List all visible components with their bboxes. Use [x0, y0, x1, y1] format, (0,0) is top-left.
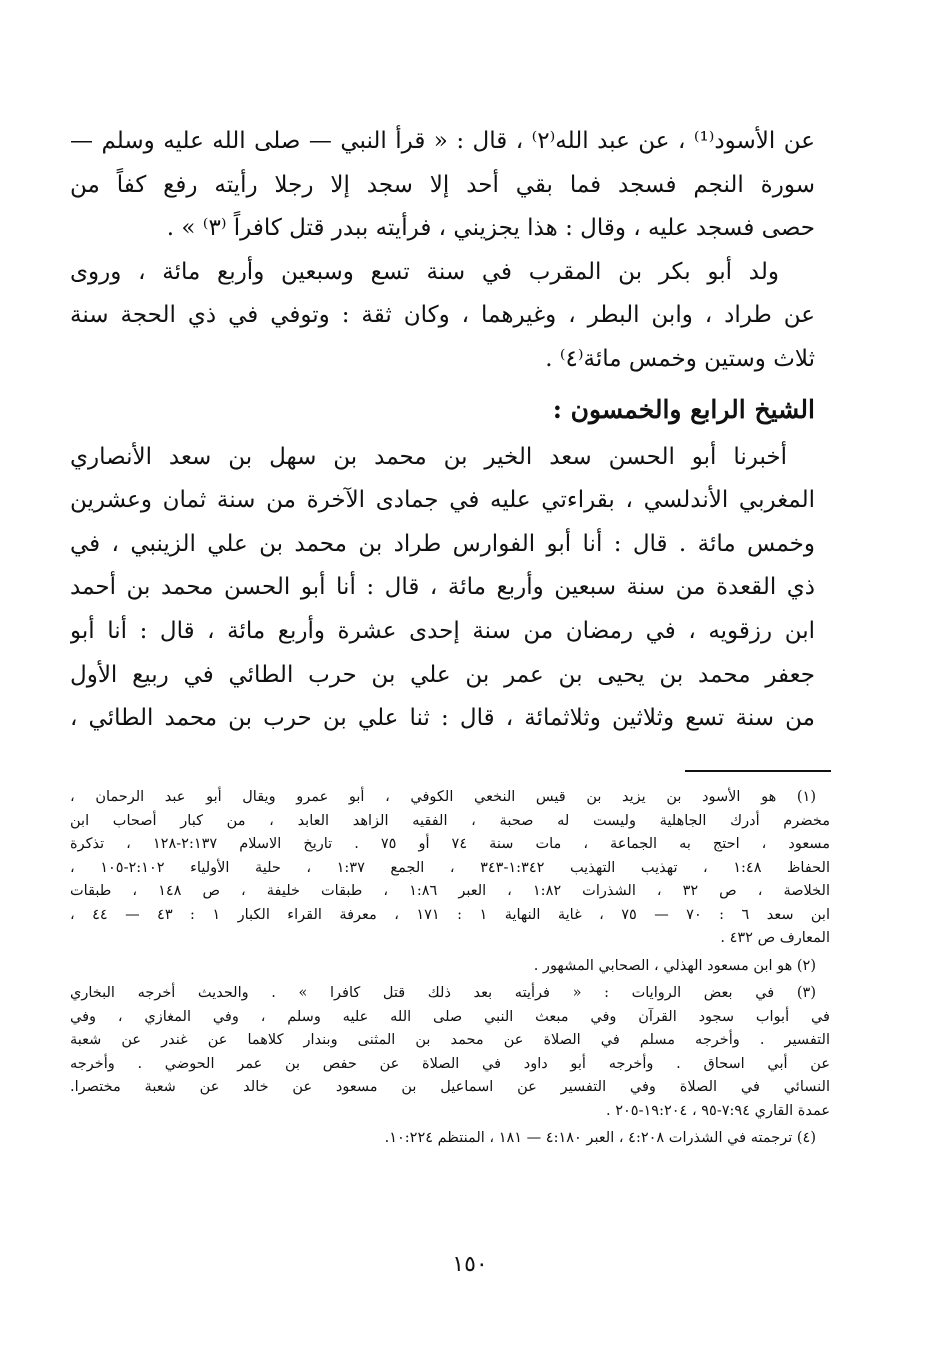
text-line: سورة النجم فسجد فما بقي أحد إلا سجد إلا رجلا رأيته رفع كفاً من	[70, 171, 815, 198]
paragraph-3	[70, 436, 815, 741]
paragraph-2	[70, 251, 815, 382]
text-line: ذي القعدة من سنة سبعين وأربع مائة ، قال : أنا أبو الحسن محمد بن أحمد	[70, 574, 815, 601]
section-heading: الشيخ الرابع والخمسون :	[552, 394, 815, 424]
footnote-2	[70, 955, 830, 979]
text-line: ثلاث وستين وخمس مائة⁽٤⁾ .	[545, 345, 815, 372]
footnotes	[70, 786, 830, 1151]
text-line: وخمس مائة . قال : أنا أبو الفوارس طراد بن محمد بن علي الزينبي ، في	[70, 530, 815, 557]
footnote-line: التفسير . وأخرجه مسلم في الصلاة عن محمد بن المثنى وبندار كلاهما عن غندر عن شعبة	[70, 1032, 830, 1048]
footnote-1	[70, 786, 830, 951]
text-line: عن طراد ، وابن البطر ، وغيرهما ، وكان ثقة : وتوفي في ذي الحجة سنة	[70, 302, 815, 329]
footnote-line: عن أبي اسحاق . وأخرجه أبو داود في الصلاة عن حفص بن عمر الحوضي . وأخرجه	[70, 1055, 830, 1072]
footnote-line: في أبواب سجود القرآن وفي مبعث النبي صلى الله عليه وسلم ، وفي المغازي ، وفي	[70, 1008, 830, 1025]
footnote-4	[70, 1127, 830, 1151]
footnote-3	[70, 982, 830, 1123]
text-line: من سنة تسع وثلاثين وثلاثمائة ، قال : ثنا علي بن حرب بن محمد الطائي ،	[70, 705, 815, 732]
footnote-line: (١) هو الأسود بن يزيد بن قيس النخعي الكوفي ، أبو عمرو ويقال أبو عبد الرحمان ،	[70, 789, 816, 805]
text-line: ولد أبو بكر بن المقرب في سنة تسع وسبعين وأربع مائة ، وروى	[70, 258, 779, 285]
paragraph-1	[70, 120, 815, 251]
footnote-line: النسائي في الصلاة وفي التفسير عن اسماعيل بن مسعود عن خالد عن شعبة مختصرا.	[70, 1079, 830, 1095]
text-line: المغربي الأندلسي ، بقراءتي عليه في جمادى الآخرة من سنة ثمان وعشرين	[70, 487, 815, 514]
footnote-line: المعارف ص ٤٣٢ .	[720, 930, 830, 946]
footnote-line: (٤) ترجمته في الشذرات ٤:٢٠٨ ، العبر ٤:١٨٠ — ١٨١ ، المنتظم ١٠:٢٢٤.	[384, 1130, 816, 1146]
footnote-line: ابن سعد ٦ : ٧٠ — ٧٥ ، غاية النهاية ١ : ١٧١ ، معرفة القراء الكبار ١ : ٤٣ — ٤٤ ،	[70, 906, 830, 923]
footnote-line: الحفاظ ١:٤٨ ، تهذيب التهذيب ١:٣٤٢-٣٤٣ ، الجمع ١:٣٧ ، حلية الأولياء ٢:١٠٢-١٠٥ ،	[70, 859, 830, 876]
main-text	[70, 120, 815, 741]
page-number: ١٥٠	[452, 1252, 488, 1277]
footnote-line: عمدة القاري ٧:٩٤-٩٥ ، ١٩:٢٠٤-٢٠٥ .	[606, 1102, 830, 1119]
footnote-line: مسعود ، احتج به الجماعة ، مات سنة ٧٤ أو ٧٥ . تاريخ الاسلام ٢:١٣٧-١٢٨ ، تذكرة	[70, 836, 830, 852]
footnote-line: (٢) هو ابن مسعود الهذلي ، الصحابي المشهور .	[533, 957, 816, 974]
text-line: حصى فسجد عليه ، وقال : هذا يجزيني ، فرأيته ببدر قتل كافراً ⁽٣⁾ » .	[166, 215, 815, 242]
text-line: جعفر محمد بن يحيى بن عمر بن علي بن حرب الطائي في ربيع الأول	[70, 661, 815, 688]
footnote-separator	[685, 770, 831, 772]
text-line: أخبرنا أبو الحسن سعد الخير بن محمد بن سهل بن سعد الأنصاري	[70, 443, 787, 470]
text-line: عن الأسود⁽¹⁾ ، عن عبد الله⁽٢⁾ ، قال : « قرأ النبي — صلى الله عليه وسلم —	[70, 128, 815, 154]
footnote-line: مخضرم أدرك الجاهلية وليست له صحبة ، الفقيه الزاهد العابد ، من كبار أصحاب ابن	[70, 812, 830, 829]
text-line: ابن رزقويه ، في رمضان من سنة إحدى عشرة وأربع مائة ، قال : أنا أبو	[70, 617, 815, 644]
footnote-line: (٣) في بعض الروايات : « فرأيته بعد ذلك قتل كافرا » . والحديث أخرجه البخاري	[70, 985, 816, 1001]
footnote-line: الخلاصة ، ص ٣٢ ، الشذرات ١:٨٢ ، العبر ١:٨٦ ، طبقات خليفة ، ص ١٤٨ ، طبقات	[70, 883, 830, 899]
